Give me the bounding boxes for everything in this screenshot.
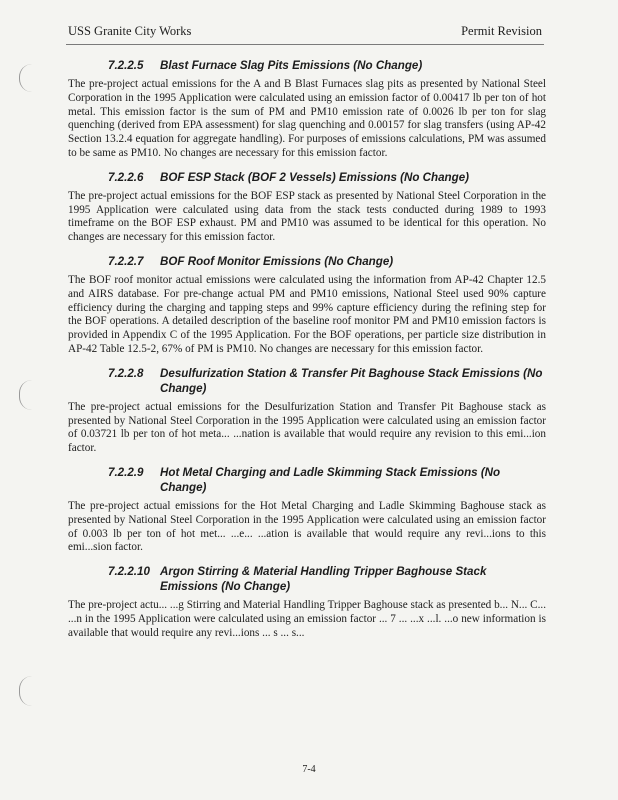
section-heading bbox=[68, 564, 546, 594]
section-title: Hot Metal Charging and Ladle Skimming Stack Emissions (No Change) bbox=[160, 465, 501, 494]
section-7-2-2-8 bbox=[68, 366, 546, 456]
section-title: Blast Furnace Slag Pits Emissions (No Change) bbox=[160, 59, 423, 72]
section-title: Argon Stirring & Material Handling Tripper Baghouse Stack Emissions (No Change) bbox=[160, 565, 487, 594]
section-7-2-2-5 bbox=[68, 58, 546, 161]
section-title: BOF ESP Stack (BOF 2 Vessels) Emissions (No Change) bbox=[160, 170, 470, 184]
section-heading bbox=[68, 465, 546, 495]
section-heading bbox=[68, 254, 546, 269]
section-body: The pre-project actual emissions for the Desulfurization Station and Transfer Pit Baghouse stack as presented by National Steel Corporation in the 1995 Application were calculated using an emission factor of 0.03721 lb per ton of hot meta... ...nation is available that would require any revision to this emi...ion factor. bbox=[68, 400, 546, 455]
section-title: Desulfurization Station & Transfer Pit Baghouse Stack Emissions (No Change) bbox=[160, 366, 543, 395]
section-body: The pre-project actual emissions for the Hot Metal Charging and Ladle Skimming Baghouse stack as presented by National Steel Corporation in the 1995 Application were calculated using an emission factor of 0.003 lb per ton of hot met... ...e... ...ation is available that would require any revi...ions to this emi...sion factor. bbox=[68, 499, 546, 554]
section-heading bbox=[68, 58, 546, 73]
section-number: 7.2.2.6 bbox=[108, 170, 144, 184]
header-document-type: Permit Revision bbox=[461, 24, 542, 38]
page-number: 7-4 bbox=[302, 764, 316, 775]
section-body: The pre-project actual emissions for the BOF ESP stack as presented by National Steel Corporation in the 1995 Application were calculated using data from the stack tests conducted during 1989 to 1993 timeframe on the BOF ESP exhaust. PM and PM10 was assumed to be identical for this operation. No changes are necessary for this emission factor. bbox=[68, 189, 546, 244]
section-body: The pre-project actual emissions for the A and B Blast Furnaces slag pits as presented by National Steel Corporation in the 1995 Application were calculated using an emission factor of 0.00417 lb per ton of hot metal. This emission factor is the sum of PM and PM10 emission rate of 0.0026 lb per ton for slag quenching (derived from EPA assessment) for slag quenching and 0.00157 for slag transfers (using AP-42 Section 13.2.4 equation for aggregate handling). For purposes of emissions calculations, PM was assumed to be same as PM10. No changes are necessary for this emission factor. bbox=[68, 78, 546, 159]
binding-hole-mark bbox=[19, 380, 32, 410]
section-7-2-2-7 bbox=[68, 254, 546, 357]
section-number: 7.2.2.7 bbox=[108, 254, 144, 268]
section-title: BOF Roof Monitor Emissions (No Change) bbox=[160, 254, 394, 268]
section-number: 7.2.2.8 bbox=[108, 366, 144, 380]
header-company: USS Granite City Works bbox=[68, 24, 192, 38]
binding-hole-mark bbox=[19, 64, 32, 92]
section-body: The BOF roof monitor actual emissions were calculated using the information from AP-42 Chapter 12.5 and AIRS database. For pre-change actual PM and PM10 emissions, National Steel used 90% capture efficiency during the charging and tapping steps and 99% capture efficiency during the refining step for the BOF operations. A detailed description of the baseline roof monitor PM and PM10 emission factors is provided in Appendix C of the 1995 Application. For the BOF operations, per particle size distribution in AP-42 Table 12.5-2, 67% of PM is PM10. No changes are necessary for this emission factor. bbox=[68, 273, 546, 355]
binding-hole-mark bbox=[19, 676, 32, 706]
document-content bbox=[68, 58, 546, 650]
section-7-2-2-10 bbox=[68, 564, 546, 640]
section-7-2-2-6 bbox=[68, 170, 546, 245]
section-number: 7.2.2.10 bbox=[108, 565, 150, 579]
header-divider bbox=[66, 44, 544, 45]
section-body: The pre-project actu... ...g Stirring and Material Handling Tripper Baghouse stack as presented b... N... C... ...n in the 1995 Application were calculated using an emission factor ... 7 ... ...x ...l. ...o new information is available that would require any revi...ions ... s ... s... bbox=[68, 599, 546, 639]
section-heading bbox=[68, 366, 546, 396]
section-7-2-2-9 bbox=[68, 465, 546, 555]
section-number: 7.2.2.9 bbox=[108, 465, 144, 479]
section-number: 7.2.2.5 bbox=[108, 59, 144, 72]
section-heading bbox=[68, 170, 546, 185]
